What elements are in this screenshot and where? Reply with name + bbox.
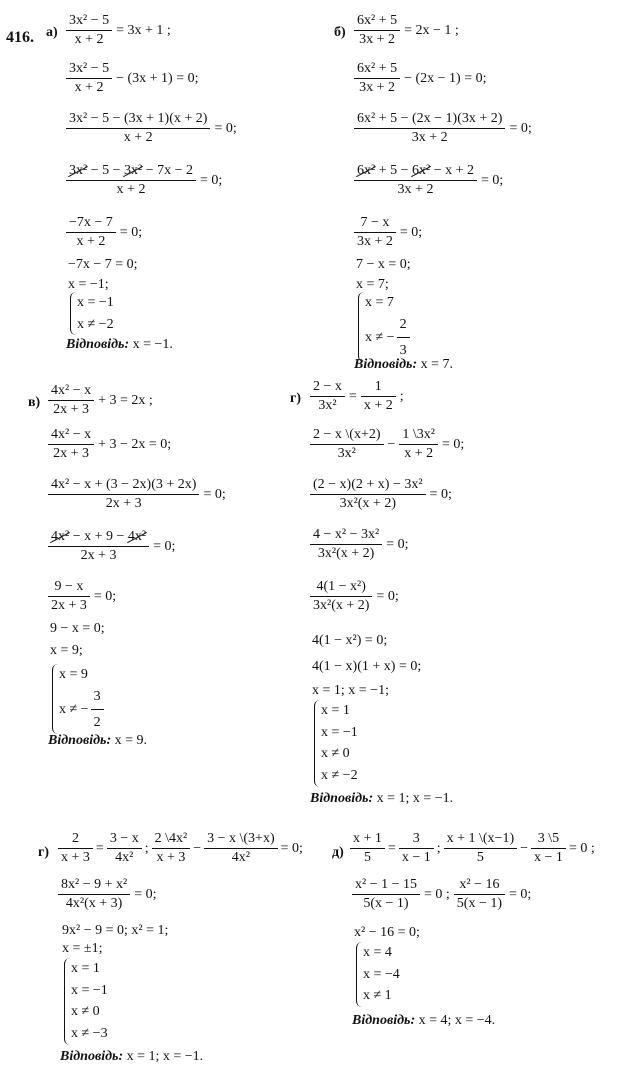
part-g2-system — [64, 958, 108, 1045]
system-line: x ≠ 0 — [71, 1004, 100, 1020]
part-g-line1 — [310, 380, 404, 413]
fraction-denominator: 3 — [399, 343, 407, 359]
term: − x + 9 − — [69, 529, 128, 544]
system-line: x = 9 — [59, 667, 88, 682]
system-line: x = −1 — [71, 982, 108, 998]
system-line: x = −1 — [321, 724, 358, 740]
equals-sign: = — [387, 840, 396, 856]
answer-label: Відповідь: — [60, 1049, 124, 1064]
fraction-denominator: x + 3 — [61, 850, 90, 865]
part-b-line5 — [354, 216, 422, 249]
system-text: x ≠ − — [365, 330, 395, 346]
part-a-answer — [66, 338, 173, 352]
fraction-numerator: 8x² − 9 + x² — [58, 878, 130, 895]
equation-rhs: = 0; — [93, 588, 117, 604]
system-line: x = 4 — [363, 945, 392, 960]
fraction-numerator: 3x² − 5 — [66, 62, 112, 79]
fraction-denominator: x + 2 — [363, 398, 393, 413]
part-d-label: д) — [332, 845, 344, 860]
answer-value: x = 9. — [114, 733, 148, 748]
part-v-system — [52, 664, 104, 734]
equation-rhs: = 0; — [399, 224, 423, 240]
fraction-numerator: 2 − x \(x+2) — [310, 428, 384, 445]
part-a-line1 — [66, 14, 171, 47]
fraction-numerator: 2 — [58, 832, 93, 849]
fraction-numerator: 9 − x — [48, 580, 90, 597]
cancelled-term: 3x² — [124, 163, 143, 178]
fraction-denominator: x − 1 — [534, 850, 563, 865]
equation-rhs: = 0; — [200, 172, 223, 188]
part-b-system — [358, 292, 410, 362]
answer-value: x = 1; x = −1. — [376, 791, 454, 806]
fraction-denominator: 5 — [476, 850, 484, 865]
part-a-line7: x = −1; — [68, 277, 109, 292]
fraction-numerator: x² − 16 — [454, 878, 505, 895]
part-b-line2 — [354, 62, 487, 95]
part-g-line4 — [310, 528, 408, 561]
problem-number: 416. — [6, 29, 34, 46]
fraction-denominator: x + 2 — [123, 130, 153, 145]
system-line: x ≠ −2 — [321, 768, 358, 784]
fraction-numerator: 6x² + 5 — [354, 14, 400, 31]
term: − 7x − 2 — [142, 163, 193, 178]
answer-label: Відповідь: — [310, 791, 374, 806]
equation-rhs: + 3 − 2x = 0; — [98, 436, 172, 452]
answer-label: Відповідь: — [352, 1013, 416, 1028]
fraction-numerator: 1 \3x² — [399, 428, 438, 445]
fraction-numerator: (2 − x)(2 + x) − 3x² — [310, 478, 426, 495]
part-g-line6: 4(1 − x²) = 0; — [312, 633, 388, 648]
separator: = 0 ; — [424, 886, 450, 902]
part-b-line4 — [354, 164, 503, 197]
part-v-line3 — [48, 478, 226, 511]
equation-rhs: = 2x − 1 ; — [404, 22, 459, 38]
fraction-numerator: 7 − x — [354, 216, 396, 233]
term: − 5 − — [87, 163, 124, 178]
fraction-denominator: 5(x − 1) — [456, 896, 503, 911]
fraction-denominator: 4x² — [231, 850, 250, 865]
cancelled-term: 6x² — [412, 163, 431, 178]
fraction-numerator: 4x² − x — [48, 428, 94, 445]
separator: ; — [144, 840, 149, 856]
part-b-line6: 7 − x = 0; — [356, 257, 411, 272]
part-g2-answer — [60, 1050, 203, 1064]
part-g-label: г) — [290, 391, 302, 406]
fraction-denominator: x + 2 — [74, 32, 104, 47]
fraction-numerator: x + 1 — [350, 832, 385, 849]
equation-rhs: = 0; — [442, 436, 465, 452]
part-d-answer — [352, 1014, 495, 1028]
fraction-numerator: 2 \4x² — [152, 832, 191, 849]
fraction-numerator: 1 — [361, 380, 396, 397]
part-g-line5 — [310, 580, 399, 613]
fraction-numerator: 6x² + 5 − (2x − 1)(3x + 2) — [354, 112, 505, 129]
equation-rhs: = 0 ; — [568, 840, 595, 856]
equation-rhs: = 0; — [386, 536, 409, 552]
equation-rhs: = 0; — [481, 172, 504, 188]
equation-rhs: = 0; — [509, 886, 532, 902]
part-a-line2 — [66, 62, 199, 95]
part-g-line2 — [310, 428, 464, 461]
fraction-numerator: x + 1 \(x−1) — [444, 832, 518, 849]
fraction-denominator: x + 2 — [74, 80, 104, 95]
equation-rhs: = 0; — [429, 486, 452, 502]
answer-value: x = 4; x = −4. — [418, 1013, 496, 1028]
fraction-denominator: 2x + 3 — [105, 496, 142, 511]
fraction-denominator: 2x + 3 — [53, 446, 89, 461]
fraction-denominator: 3x + 2 — [359, 80, 395, 95]
fraction-denominator: 2x + 3 — [53, 402, 89, 417]
equation-rhs: = 0; — [119, 224, 143, 240]
fraction-denominator: 3x²(x + 2) — [313, 598, 370, 613]
part-g-line8: x = 1; x = −1; — [312, 683, 389, 698]
fraction-denominator: 3x² — [318, 398, 337, 413]
fraction-denominator: 3x + 2 — [357, 234, 393, 249]
part-v-line7: x = 9; — [50, 643, 83, 658]
equation-rhs: = 0; — [214, 120, 237, 136]
operator: − — [387, 436, 396, 452]
answer-label: Відповідь: — [354, 357, 418, 372]
fraction-numerator: 3x² − 5 − (3x + 1)(x + 2) — [66, 112, 210, 129]
fraction-denominator: 5(x − 1) — [363, 896, 409, 911]
part-v-line1 — [48, 384, 153, 417]
fraction-numerator: x² − 1 − 15 — [352, 878, 420, 895]
equation-rhs: = 3x + 1 ; — [116, 22, 171, 38]
fraction-numerator — [48, 530, 149, 547]
answer-label: Відповідь: — [66, 337, 130, 352]
cancelled-term: 4x² — [127, 529, 147, 544]
part-v-answer — [48, 734, 147, 748]
answer-value: x = 1; x = −1. — [126, 1049, 204, 1064]
fraction-numerator: −7x − 7 — [66, 216, 116, 233]
part-g-line7: 4(1 − x)(1 + x) = 0; — [312, 659, 422, 674]
fraction-numerator: 3x² − 5 — [66, 14, 112, 31]
fraction-denominator: 3x + 2 — [359, 32, 395, 47]
part-g2-line4: x = ±1; — [62, 941, 103, 956]
part-g2-line2 — [58, 878, 156, 911]
equation-rhs: − (3x + 1) = 0; — [116, 70, 199, 86]
fraction-numerator: 3 — [399, 832, 434, 849]
fraction-numerator: 3 − x \(3+x) — [204, 832, 278, 849]
term: + 5 − — [375, 163, 412, 178]
part-v-line5 — [48, 580, 116, 613]
part-g2-label: г) — [38, 845, 50, 860]
equals-sign: = — [348, 388, 357, 404]
part-g-system — [314, 700, 358, 787]
part-g2-line1 — [58, 832, 303, 865]
equation-rhs: = 0; — [153, 538, 176, 554]
fraction-numerator: 4 − x² − 3x² — [310, 528, 382, 545]
operator: − — [520, 840, 529, 856]
part-g-answer — [310, 792, 453, 806]
fraction-denominator: 2 — [93, 715, 101, 731]
part-d-system — [356, 942, 400, 1007]
term: − x + 2 — [430, 163, 474, 178]
answer-label: Відповідь: — [48, 733, 112, 748]
fraction-denominator: 3x²(x + 2) — [339, 496, 396, 511]
fraction-numerator: 2 − x — [310, 380, 345, 397]
system-line: x = 1 — [321, 703, 350, 718]
fraction-denominator: 4x²(x + 3) — [65, 896, 123, 911]
part-v-line2 — [48, 428, 171, 461]
equation-rhs: = 0; — [376, 588, 399, 604]
equation-rhs: = 0; — [280, 840, 303, 856]
part-a-system — [70, 292, 114, 335]
fraction-numerator: 3 − x — [107, 832, 142, 849]
part-b-line3 — [354, 112, 532, 145]
cancelled-term: 4x² — [51, 529, 70, 544]
fraction-denominator: x + 2 — [76, 234, 106, 249]
equation-rhs: = 0; — [509, 120, 532, 136]
fraction-numerator — [354, 164, 477, 181]
equation-rhs: + 3 = 2x ; — [98, 392, 153, 408]
fraction-numerator: 4x² − x + (3 − 2x)(3 + 2x) — [48, 478, 199, 495]
fraction-denominator: x + 2 — [116, 182, 146, 197]
part-a-line5 — [66, 216, 142, 249]
system-line: x = 7 — [365, 295, 394, 310]
equals-sign: = — [95, 840, 104, 856]
part-b-line1 — [354, 14, 459, 47]
system-text: x ≠ − — [59, 702, 89, 718]
cancelled-term: 6x² — [357, 163, 376, 178]
cancelled-term: 3x² — [69, 163, 88, 178]
fraction-denominator: 2x + 3 — [51, 598, 87, 613]
equation-rhs: = 0; — [134, 886, 157, 902]
fraction-numerator: 3 \5 — [531, 832, 566, 849]
system-line: x = −4 — [363, 966, 400, 982]
equation-rhs: = 0; — [203, 486, 226, 502]
system-line — [59, 686, 104, 734]
system-line: x = 1 — [71, 961, 100, 976]
operator: − — [193, 840, 202, 856]
part-b-line7: x = 7; — [356, 277, 389, 292]
fraction-numerator: 2 — [397, 314, 410, 339]
fraction-numerator: 4x² − x — [48, 384, 94, 401]
answer-value: x = 7. — [420, 357, 454, 372]
answer-value: x = −1. — [132, 337, 173, 352]
fraction-numerator: 3 — [91, 686, 104, 711]
fraction-denominator: 2x + 3 — [80, 548, 117, 563]
fraction-denominator: 5 — [363, 850, 371, 865]
part-a-line6: −7x − 7 = 0; — [68, 257, 138, 272]
system-line: x ≠ −2 — [77, 316, 114, 332]
fraction-denominator: x + 2 — [404, 446, 434, 461]
system-line: x ≠ −3 — [71, 1026, 108, 1042]
part-v-line6: 9 − x = 0; — [50, 621, 105, 636]
fraction-denominator: x + 3 — [156, 850, 186, 865]
system-line: x ≠ 0 — [321, 746, 350, 762]
part-v-label: в) — [28, 395, 41, 410]
part-a-line4 — [66, 164, 222, 197]
system-line: x = −1 — [77, 295, 114, 310]
part-d-line1 — [350, 832, 595, 865]
separator: ; — [436, 840, 441, 856]
part-v-line4 — [48, 530, 175, 563]
part-g2-line3: 9x² − 9 = 0; x² = 1; — [62, 923, 169, 938]
equation-rhs: − (2x − 1) = 0; — [404, 70, 487, 86]
part-b-label: б) — [334, 25, 346, 40]
fraction-denominator: 3x + 2 — [411, 130, 448, 145]
fraction-numerator — [66, 164, 196, 181]
system-line: x ≠ 1 — [363, 988, 392, 1004]
fraction-denominator: 4x² — [115, 850, 134, 865]
fraction-numerator: 6x² + 5 — [354, 62, 400, 79]
fraction-denominator: 3x + 2 — [397, 182, 434, 197]
part-d-line2 — [352, 878, 531, 911]
part-a-line3 — [66, 112, 237, 145]
equation-rhs: ; — [399, 388, 404, 404]
fraction-denominator: x − 1 — [401, 850, 431, 865]
fraction-numerator: 4(1 − x²) — [310, 580, 372, 597]
part-b-answer — [354, 358, 453, 372]
part-g-line3 — [310, 478, 452, 511]
system-line — [365, 314, 410, 362]
fraction-denominator: 3x²(x + 2) — [317, 546, 375, 561]
part-d-line3: x² − 16 = 0; — [354, 925, 420, 940]
fraction-denominator: 3x² — [337, 446, 356, 461]
part-a-label: а) — [46, 25, 58, 40]
